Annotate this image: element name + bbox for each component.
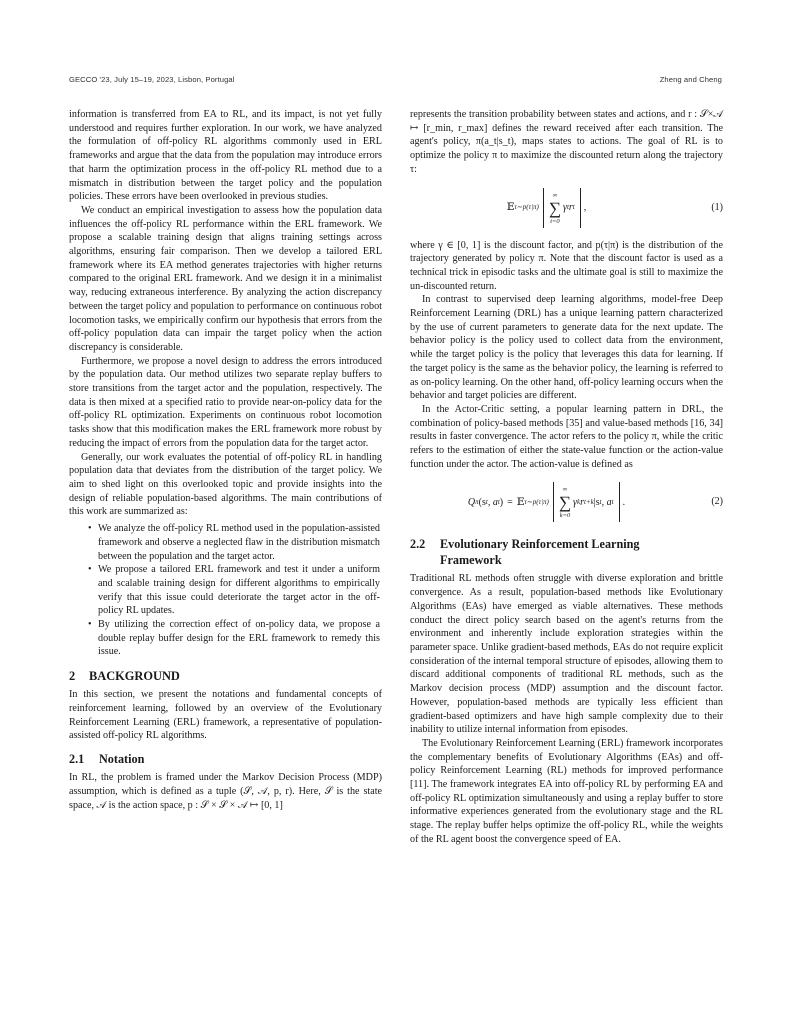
eq-bracket: ∞ ∑ t=0 γ t r t	[543, 188, 581, 228]
running-head-authors: Zheng and Cheng	[659, 75, 722, 84]
subsection-number: 2.1	[69, 751, 85, 766]
paragraph: Traditional RL methods often struggle with diverse exploration and brittle convergence. As a result, population-based methods like Evolutionary Algorithms (EAs) have emerged as viable alternatives. These methods conduct the direct policy search based on the agent's returns from the environment and inherently include exploration strategies within the parameter space. Unlike gradient-based methods, EAs do not require explicit consideration of the internal temporal structure of episodes, allowing them to discard additional components of traditional RL methods, such as the Markov decision process (MDP) assumption and the discount factor. However, population-based methods are typically less efficient than gradient-based optimizers and have high sample complexity due to their inability to utilize internal information from episodes.	[410, 573, 723, 736]
equation-1: 𝔼 τ∼p(τ|π) ∞ ∑ t=0 γ t r t , (1)	[410, 182, 723, 234]
running-head-venue: GECCO '23, July 15–19, 2023, Lisbon, Portugal	[69, 75, 235, 84]
section-number: 2	[69, 669, 76, 684]
paragraph: represents the transition probability between states and actions, and r : 𝒮×𝒜 ↦ [r_min, r_max] defines the reward received after each transition. The agent's policy, π(a_t|s_t), maps states to actions. The goal of RL is to optimize the policy π to maximize the discounted return along the trajectory τ:	[410, 109, 723, 175]
paragraph: In RL, the problem is framed under the Markov Decision Process (MDP) assumption, which is defined as a tuple (𝒮, 𝒜, p, r). Here, 𝒮 is the state space, 𝒜 is the action space, p : 𝒮 × 𝒮 × 𝒜 ↦ [0, 1]	[69, 772, 382, 811]
paragraph: In contrast to supervised deep learning algorithms, model-free Deep Reinforcement Learning (DRL) has a unique learning pattern characterized by the use of current parameters to generate data for the next update. The behavior policy is the policy used to collect data from the environment, while the target policy is the policy that leverages this data for learning. If the target policy is the same as the behavior policy, the learning is referred to as on-policy learning. On the other hand, off-policy learning occurs when the behavior and target policies are different.	[410, 294, 723, 402]
paragraph: Furthermore, we propose a novel design to address the errors introduced by the population data. Our method utilizes two separate replay buffers to store transitions from the target actor and the population, respectively. The data is then mixed at a specified ratio to provide near-on-policy data for the off-policy RL optimization. Experiments on continuous robot locomotion tasks show that this modification makes the ERL framework more robust by reducing the impact of errors from the population data for the target actor.	[69, 355, 382, 449]
paragraph: In this section, we present the notations and fundamental concepts of reinforcement learning, followed by an overview of the Evolutionary Reinforcement Learning (ERL) framework, a representative of population-assisted off-policy RL algorithms.	[69, 689, 382, 742]
subsection-heading-notation	[69, 752, 382, 768]
sum-symbol: ∞ ∑ k=0	[558, 486, 572, 520]
subsection-heading-erl-framework	[410, 537, 723, 568]
paragraph: where γ ∈ [0, 1] is the discount factor, and p(τ|π) is the distribution of the trajectory generated by policy π. Note that the discount factor is used as a technical trick in episodic tasks and the ultimate goal is still to maximize the un-discounted return.	[410, 239, 723, 292]
equation-number: (1)	[711, 201, 723, 213]
contributions-list	[69, 522, 382, 659]
subsection-title: Notation	[99, 751, 145, 766]
paragraph: In the Actor-Critic setting, a popular learning pattern in DRL, the combination of policy-based methods [35] and value-based methods [16, 34] results in faster convergence. The actor refers to the policy π, while the critic refers to the estimation of either the state-value function or the action-value function under the actor. The action-value is defined as	[410, 403, 723, 470]
eq-bracket: ∞ ∑ k=0 γ k r t+k |s t , a t	[553, 482, 620, 522]
paragraph: We conduct an empirical investigation to assess how the population data influences the off-policy RL performance within the ERL framework. We propose a scalable training design that aligns training settings across algorithms, ensuring fair comparison. Then we develop a tailored ERL framework where its EA method generates trajectories with higher returns compared to the original ERL framework. And we design it in a minimalist way, reducing extraneous interference. By analyzing the action discrepancy between the target policy and population to performance on continuous robot locomotion tasks, we empirically confirm our hypothesis that errors from the off-policy population data can impair the target policy when the action discrepancy is considerable.	[69, 204, 382, 353]
subsection-title-continued: Framework	[440, 552, 502, 567]
eq-expectation-subscript: τ∼p(τ|π)	[514, 202, 539, 211]
right-column	[410, 108, 723, 847]
paragraph: information is transferred from EA to RL, and its impact, is not yet fully understood and requires further exploration. In our work, we have analyzed the formulation of off-policy RL algorithms commonly used in ERL frameworks and argue that the data from the population may introduce errors that harm the optimization process in the off-policy RL method due to a mismatch in distribution between the target policy and the population policies. These errors have been overlooked in previous studies.	[69, 109, 382, 203]
equation-number: (2)	[711, 496, 723, 508]
list-item: • By utilizing the correction effect of on-policy data, we propose a double replay buffer design for the ERL framework to remedy this issue.	[69, 618, 382, 659]
section-heading-background	[69, 669, 382, 684]
sum-symbol: ∞ ∑ t=0	[548, 191, 561, 225]
list-item: • We propose a tailored ERL framework and test it under a uniform and scalable training design for different algorithms to empirically verify that this issue could deteriorate the target actor in the off-policy RL updates.	[69, 563, 382, 618]
equation-2: Q π (s t , a t ) = 𝔼 τ∼p(τ|π) ∞ ∑ k=0 γ k r t+k |s t , a t . (2)	[410, 476, 723, 528]
subsection-title: Evolutionary Reinforcement Learning	[440, 537, 640, 552]
left-column	[69, 108, 382, 813]
paragraph: The Evolutionary Reinforcement Learning (ERL) framework incorporates the complementary benefits of Evolutionary Algorithms (EAs) and off-policy Reinforcement Learning (RL) methods for improved performance [11]. The framework integrates EA into off-policy RL by performing EA and off-policy RL optimization simultaneously and using a replay buffer to store informative experiences generated from the evolutionary stage and the RL stage. The replay buffer helps optimize the off-policy RL, while the weights of the RL agent boost the convergence speed of EA.	[410, 737, 723, 845]
paragraph: Generally, our work evaluates the potential of off-policy RL in handling population data that deviates from the distribution of the target policy. We aim to shed light on this overlooked topic and provide insights into the design of reliable population-based algorithms. The main contributions of this work are summarized as:	[69, 451, 382, 518]
eq-expectation: 𝔼	[506, 201, 515, 213]
list-item: • We analyze the off-policy RL method used in the population-assisted framework and observe a neglected flaw in the distribution mismatch between the population and the target actor.	[69, 522, 382, 563]
section-title: BACKGROUND	[89, 669, 180, 684]
subsection-number: 2.2	[410, 537, 426, 552]
